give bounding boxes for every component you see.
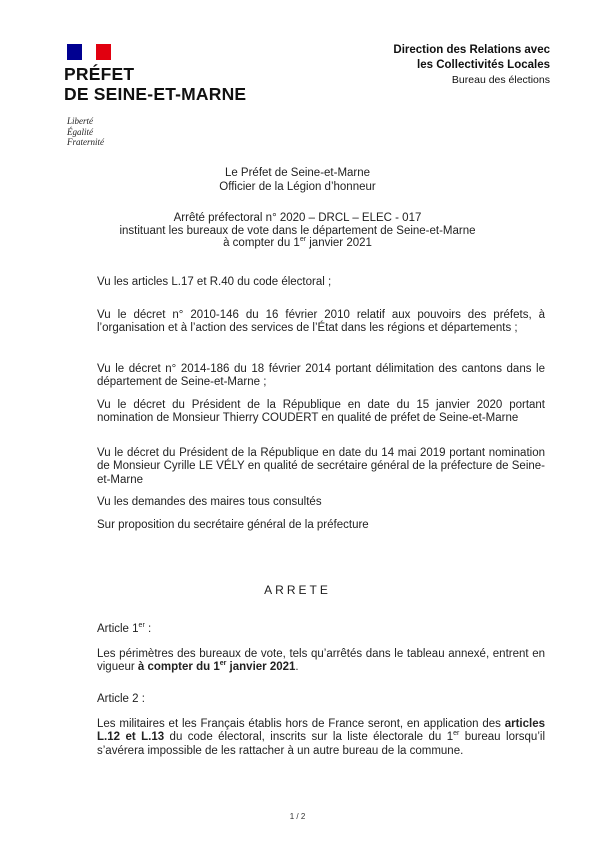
motto-fraternite: Fraternité	[67, 137, 104, 147]
article-2-heading: Article 2 :	[97, 693, 145, 705]
page-number: 1 / 2	[289, 812, 306, 821]
article-1-text	[97, 648, 545, 675]
decree-number: Arrêté préfectoral n° 2020 – DRCL – ELEC - 017	[173, 212, 422, 224]
date-sup: er	[299, 236, 307, 244]
visa-7: Sur proposition du secrétaire général de la préfecture	[97, 519, 369, 531]
article-2-text-post: bureau lorsqu’il s’avérera impossible de les rattacher à un autre bureau de la commune.	[97, 731, 545, 757]
logo-line-2: DE SEINE-ET-MARNE	[64, 84, 247, 104]
article-1-heading	[97, 623, 151, 635]
article-1-date-sup: er	[219, 660, 227, 668]
flag-blue-stripe	[67, 44, 82, 60]
article-2-text	[97, 718, 545, 758]
article-1-date-post: janvier 2021	[226, 661, 296, 674]
article-1-date-pre: à compter du 1	[137, 661, 220, 674]
article-2-articles-ref: articles L.12 et L.13	[97, 718, 545, 744]
decree-subject: instituant les bureaux de vote dans le département de Seine-et-Marne	[119, 225, 476, 237]
direction-line-1: Direction des Relations avec	[393, 44, 550, 56]
republic-motto	[67, 116, 104, 148]
motto-egalite: Égalité	[67, 126, 93, 137]
article-1-heading-sup: er	[138, 622, 145, 630]
prefect-author-line: Le Préfet de Seine-et-Marne	[224, 167, 371, 179]
visa-1: Vu les articles L.17 et R.40 du code électoral ;	[97, 276, 332, 288]
visa-5: Vu le décret du Président de la République en date du 14 mai 2019 portant nomination de Monsieur Cyrille LE VÉLY en qualité de secrétaire général de la préfecture de Seine-et-Marne	[97, 447, 545, 486]
article-2-sup: er	[453, 730, 460, 738]
issuing-department	[393, 43, 550, 88]
bureau-name: Bureau des élections	[451, 74, 550, 86]
direction-line-2: les Collectivités Locales	[417, 59, 550, 71]
visa-4: Vu le décret du Président de la République en date du 15 janvier 2020 portant nomination de Monsieur Thierry COUDERT en qualité de préfet de Seine-et-Marne	[97, 399, 545, 425]
article-1-text-end: .	[295, 661, 299, 674]
decree-effective-date	[0, 237, 595, 250]
visa-2: Vu le décret n° 2010-146 du 16 février 2010 relatif aux pouvoirs des préfets, à l’organisation et à l’action des services de l’État dans les régions et départements ;	[97, 309, 545, 335]
prefect-honour-line: Officier de la Légion d’honneur	[219, 181, 376, 193]
visa-6: Vu les demandes des maires tous consultés	[97, 496, 322, 508]
article-1-heading-post: :	[144, 623, 152, 635]
visa-3: Vu le décret n° 2014-186 du 18 février 2014 portant délimitation des cantons dans le département de Seine-et-Marne ;	[97, 363, 545, 389]
flag-red-stripe	[96, 44, 111, 60]
republic-flag-logo	[67, 44, 111, 60]
prefecture-logo-text	[64, 64, 246, 104]
flag-white-stripe	[82, 44, 96, 60]
article-2-text-pre: Les militaires et les Français établis hors de France seront, en application des	[97, 718, 505, 730]
article-1-text-pre: Les périmètres des bureaux de vote, tels qu’arrêtés dans le tableau annexé, entrent en vigueur	[97, 648, 545, 674]
date-post: janvier 2021	[306, 237, 372, 249]
arrete-heading: ARRETE	[264, 583, 331, 597]
date-pre: à compter du 1	[223, 237, 300, 249]
logo-line-1: PRÉFET	[64, 64, 135, 84]
motto-liberte: Liberté	[67, 116, 93, 126]
article-1-heading-pre: Article 1	[97, 623, 139, 635]
article-2-text-mid: du code électoral, inscrits sur la liste électorale du 1	[164, 731, 454, 744]
